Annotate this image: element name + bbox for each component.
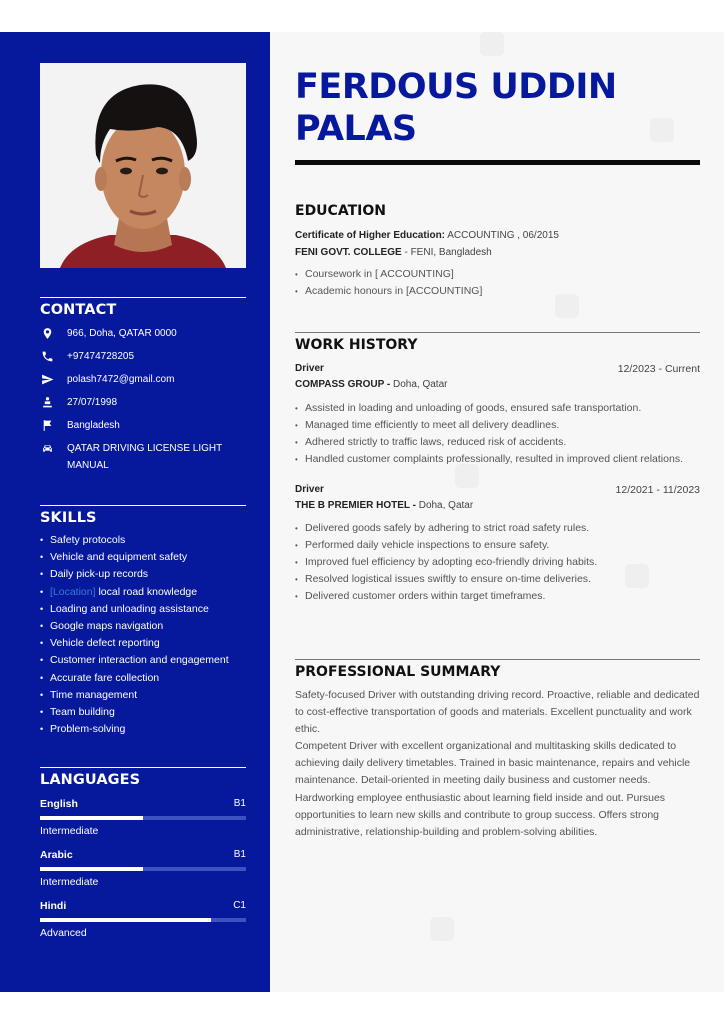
language-bar xyxy=(40,918,246,922)
profile-photo xyxy=(40,63,246,268)
contact-address xyxy=(40,326,246,343)
contact-license-text: QATAR DRIVING LICENSE LIGHT MANUAL xyxy=(67,443,223,471)
contact-list xyxy=(40,326,246,474)
main-content xyxy=(270,32,724,992)
name-line-2: PALAS xyxy=(295,109,417,149)
education-bullet: • Coursework in [ ACCOUNTING] xyxy=(295,266,700,283)
work-history-section xyxy=(295,332,700,605)
contact-birthdate-text: 27/07/1998 xyxy=(67,397,118,408)
job-bullet: • Adhered strictly to traffic laws, reduced risk of accidents. xyxy=(295,434,700,451)
school-name: FENI GOVT. COLLEGE xyxy=(295,246,402,258)
name-divider xyxy=(295,160,700,165)
skill-item: • Accurate fare collection xyxy=(40,670,246,687)
language-name: English xyxy=(40,798,78,810)
job-company: THE B PREMIER HOTEL - xyxy=(295,499,416,511)
skills-section xyxy=(40,505,246,738)
skill-item: • Problem-solving xyxy=(40,721,246,738)
skill-item: • Customer interaction and engagement xyxy=(40,652,246,669)
languages-section xyxy=(40,767,246,951)
language-name: Arabic xyxy=(40,849,73,861)
skill-item: • Safety protocols xyxy=(40,532,246,549)
contact-section xyxy=(40,297,246,481)
job-bullet: • Managed time efficiently to meet all delivery deadlines. xyxy=(295,417,700,434)
skill-item: • Loading and unloading assistance xyxy=(40,601,246,618)
contact-heading: CONTACT xyxy=(40,297,246,318)
language-bar-fill xyxy=(40,867,143,871)
skill-item: • Vehicle defect reporting xyxy=(40,635,246,652)
degree-detail: ACCOUNTING , 06/2015 xyxy=(447,230,559,241)
language-desc: Intermediate xyxy=(40,825,99,837)
summary-paragraph: Safety-focused Driver with outstanding driving record. Proactive, reliable and dedicated to cost-effective transportation of goods and materials. Excellent punctuality and work ethic. xyxy=(295,689,700,736)
job-bullet: • Handled customer complaints professionally, resulted in improved client relations. xyxy=(295,451,700,468)
language-bar xyxy=(40,867,246,871)
skill-item: • Time management xyxy=(40,687,246,704)
job-location: Doha, Qatar xyxy=(390,379,448,390)
language-item xyxy=(40,849,246,888)
resume-sheet xyxy=(0,32,724,992)
portrait-image xyxy=(40,63,246,268)
flag-icon xyxy=(40,418,54,432)
language-desc: Advanced xyxy=(40,927,87,939)
job-entry xyxy=(295,361,700,468)
contact-address-text: 966, Doha, QATAR 0000 xyxy=(67,328,177,339)
language-name: Hindi xyxy=(40,900,67,912)
sidebar xyxy=(0,32,270,992)
name-line-1: FERDOUS UDDIN xyxy=(295,67,617,107)
job-bullets xyxy=(295,520,700,605)
education-degree xyxy=(295,228,700,245)
education-bullet: • Academic honours in [ACCOUNTING] xyxy=(295,283,700,300)
location-pin-icon xyxy=(40,326,54,340)
send-icon xyxy=(40,372,54,386)
person-icon xyxy=(40,395,54,409)
job-bullet: • Delivered customer orders within target timeframes. xyxy=(295,588,700,605)
education-school xyxy=(295,245,700,262)
job-location: Doha, Qatar xyxy=(415,499,474,511)
contact-email-text: polash7472@gmail.com xyxy=(67,374,175,385)
summary-heading: PROFESSIONAL SUMMARY xyxy=(295,664,501,680)
contact-nationality-text: Bangladesh xyxy=(67,420,120,431)
skill-item: • Google maps navigation xyxy=(40,618,246,635)
language-item xyxy=(40,798,246,837)
language-bar-fill xyxy=(40,816,143,820)
car-icon xyxy=(40,441,54,455)
job-dates: 12/2023 - Current xyxy=(617,363,700,375)
contact-email[interactable] xyxy=(40,372,246,389)
skill-item-text: local road knowledge xyxy=(98,585,198,598)
language-level: C1 xyxy=(233,900,246,911)
job-dates: 12/2021 - 11/2023 xyxy=(615,483,700,496)
language-level: B1 xyxy=(233,849,246,860)
language-bar-fill xyxy=(40,918,211,922)
summary-paragraph: Competent Driver with excellent organizational and multitasking skills dedicated to achieving daily delivery timetables. Trained in basic maintenance, repairs and vehicle maintenance. Detail-oriented in meeting daily business and customer needs. xyxy=(295,740,691,787)
candidate-name xyxy=(295,66,617,150)
education-bullets xyxy=(295,266,700,300)
contact-nationality xyxy=(40,418,246,435)
job-bullet: • Performed daily vehicle inspections to ensure safety. xyxy=(295,537,700,554)
skill-item: • Team building xyxy=(40,704,246,721)
job-company: COMPASS GROUP - xyxy=(295,379,391,390)
language-item xyxy=(40,900,246,939)
skills-list xyxy=(40,532,246,738)
languages-heading: LANGUAGES xyxy=(40,767,246,788)
job-employer xyxy=(295,377,700,394)
skill-item: • Vehicle and equipment safety xyxy=(40,549,246,566)
job-bullet: • Delivered goods safely by adhering to strict road safety rules. xyxy=(295,520,700,537)
language-desc: Intermediate xyxy=(40,876,99,888)
skill-item: • Daily pick-up records xyxy=(40,566,246,583)
job-title: Driver xyxy=(295,363,324,374)
language-level: B1 xyxy=(233,798,246,809)
contact-phone[interactable] xyxy=(40,349,246,366)
job-employer xyxy=(295,498,700,515)
language-list xyxy=(40,798,246,939)
school-location: - FENI, Bangladesh xyxy=(401,246,492,258)
contact-license xyxy=(40,441,246,474)
phone-icon xyxy=(40,349,54,363)
summary-paragraph: Hardworking employee enthusiastic about learning field inside and out. Pursues opportunities to learn new skills and contribute to group success. Offers strong administrative, relationship-building and problem-solving abilities. xyxy=(295,791,666,838)
degree-label: Certificate of Higher Education: xyxy=(295,230,446,241)
job-bullet: • Assisted in loading and unloading of goods, ensured safe transportation. xyxy=(295,400,700,417)
language-bar xyxy=(40,816,246,820)
summary-section xyxy=(295,659,700,841)
job-bullet: • Improved fuel efficiency by adopting eco-friendly driving habits. xyxy=(295,554,700,571)
contact-phone-text: +97474728205 xyxy=(67,351,135,362)
work-history-heading: WORK HISTORY xyxy=(295,337,418,353)
job-bullet: • Resolved logistical issues swiftly to ensure on-time deliveries. xyxy=(295,571,700,588)
skill-item xyxy=(40,584,246,601)
contact-birthdate xyxy=(40,395,246,412)
skills-heading: SKILLS xyxy=(40,505,246,526)
job-entry xyxy=(295,482,700,606)
education-section xyxy=(295,203,700,300)
job-bullets xyxy=(295,400,700,468)
skill-location-placeholder: [Location] xyxy=(50,585,96,598)
education-heading: EDUCATION xyxy=(295,203,386,219)
job-title: Driver xyxy=(295,483,324,495)
